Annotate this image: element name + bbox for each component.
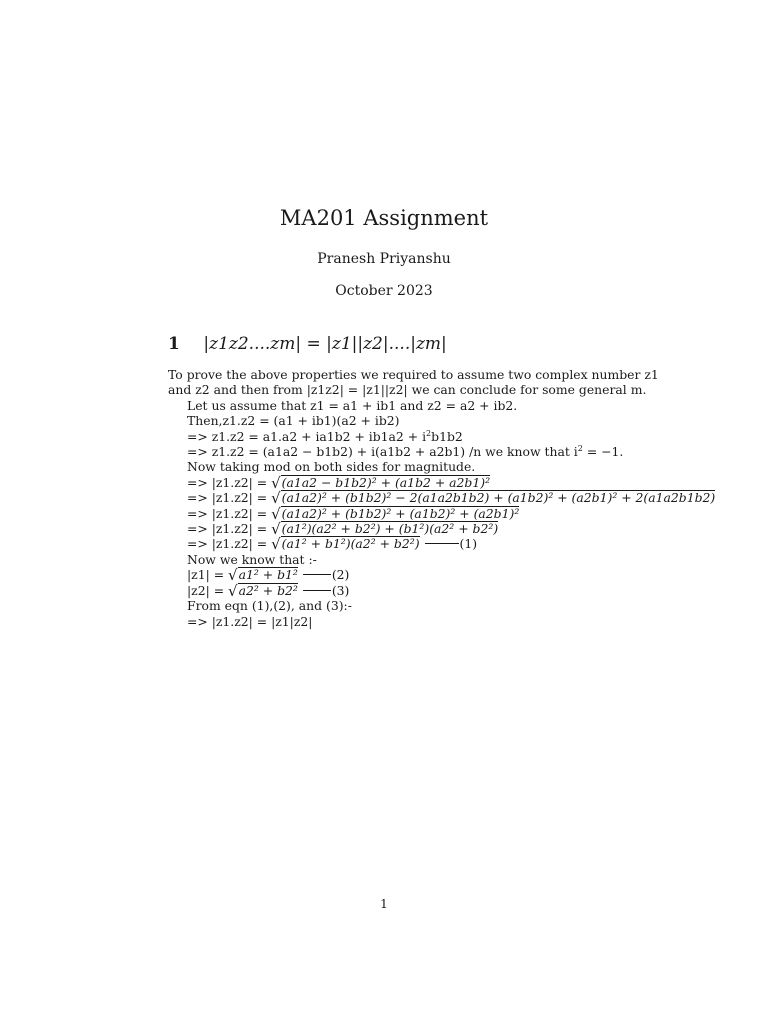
section-body [168,367,716,629]
mod-z1-lhs: |z1| = [187,567,229,583]
mod-z1-line [168,566,643,585]
radical-sign-icon: √ [271,520,281,539]
page-number: 1 [380,897,388,911]
radical-sign-icon: √ [271,473,281,492]
radical-sign-icon: √ [271,489,281,508]
expand-line-1 [168,429,643,444]
expand-1-superscript: 2 [426,428,432,438]
sqrt-3-lhs: => |z1.z2| = [187,505,272,521]
equation-leader-rule [425,543,459,544]
from-eqns-line: From eqn (1),(2), and (3):- [187,598,352,614]
equation-leader-rule [303,574,331,575]
mod-z1-radicand: a1² + b1² [238,567,298,583]
sqrt-line-1 [168,475,643,490]
mod-z2-radicand: a2² + b2² [238,582,298,598]
radical-sign-icon: √ [228,566,238,585]
expand-2-tail: = −1. [582,444,624,460]
then-line: Then,z1.z2 = (a1 + ib1)(a2 + ib2) [187,413,400,429]
intro-paragraph [168,367,659,398]
mod-note-line: Now taking mod on both sides for magnitude. [187,459,476,475]
expand-1-text: => z1.z2 = a1.a2 + ia1b2 + ib1a2 + i [187,428,427,444]
section-title: |z1z2....zm| = |z1||z2|....|zm| [203,334,447,354]
document-date: October 2023 [335,283,433,299]
document-author: Pranesh Priyanshu [317,251,451,267]
mod-z2-lhs: |z2| = [187,582,229,598]
expand-2-text: => z1.z2 = (a1a2 − b1b2) + i(a1b2 + a2b1) /n we know that i [187,444,578,460]
sqrt-line-5 [168,535,643,554]
know-line: Now we know that :- [187,551,317,567]
sqrt-2-radicand: (a1a2)² + (b1b2)² − 2(a1a2b1b2) + (a1b2)² + (a2b1)² + 2(a1a2b1b2) [281,490,716,506]
equation-2-tag: (2) [331,567,350,583]
expand-2-superscript: 2 [577,444,583,454]
sqrt-3-radicand: (a1a2)² + (b1b2)² + (a1b2)² + (a2b1)² [281,505,520,521]
equation-1-tag: (1) [459,536,478,552]
expand-line-2 [168,444,643,459]
sqrt-1-lhs: => |z1.z2| = [187,474,272,490]
section-heading [168,334,447,354]
conclusion-line: => |z1.z2| = |z1|z2| [187,613,313,629]
sqrt-2-lhs: => |z1.z2| = [187,490,272,506]
intro-line-2: and z2 and then from |z1z2| = |z1||z2| we can conclude for some general m. [168,382,647,398]
sqrt-4-radicand: (a1²)(a2² + b2²) + (b1²)(a2² + b2²) [281,521,499,537]
section-number: 1 [168,334,180,354]
radical-sign-icon: √ [228,581,238,600]
expand-1-tail: b1b2 [431,428,463,444]
radical-sign-icon: √ [271,504,281,523]
sqrt-5-radicand: (a1² + b1²)(a2² + b2²) [281,536,420,552]
sqrt-1-radicand: (a1a2 − b1b2)² + (a1b2 + a2b1)² [281,474,491,490]
equation-3-tag: (3) [331,582,350,598]
document-title: MA201 Assignment [279,206,489,230]
sqrt-line-4 [168,520,643,539]
mod-z2-line [168,583,643,598]
sqrt-line-2 [168,489,716,508]
sqrt-4-lhs: => |z1.z2| = [187,521,272,537]
sqrt-line-3 [168,506,643,521]
sqrt-5-lhs: => |z1.z2| = [187,536,272,552]
equation-leader-rule [303,590,331,591]
assume-line: Let us assume that z1 = a1 + ib1 and z2 = a2 + ib2. [187,397,518,413]
radical-sign-icon: √ [271,535,281,554]
intro-line-1: To prove the above properties we required to assume two complex number z1 [168,367,659,382]
